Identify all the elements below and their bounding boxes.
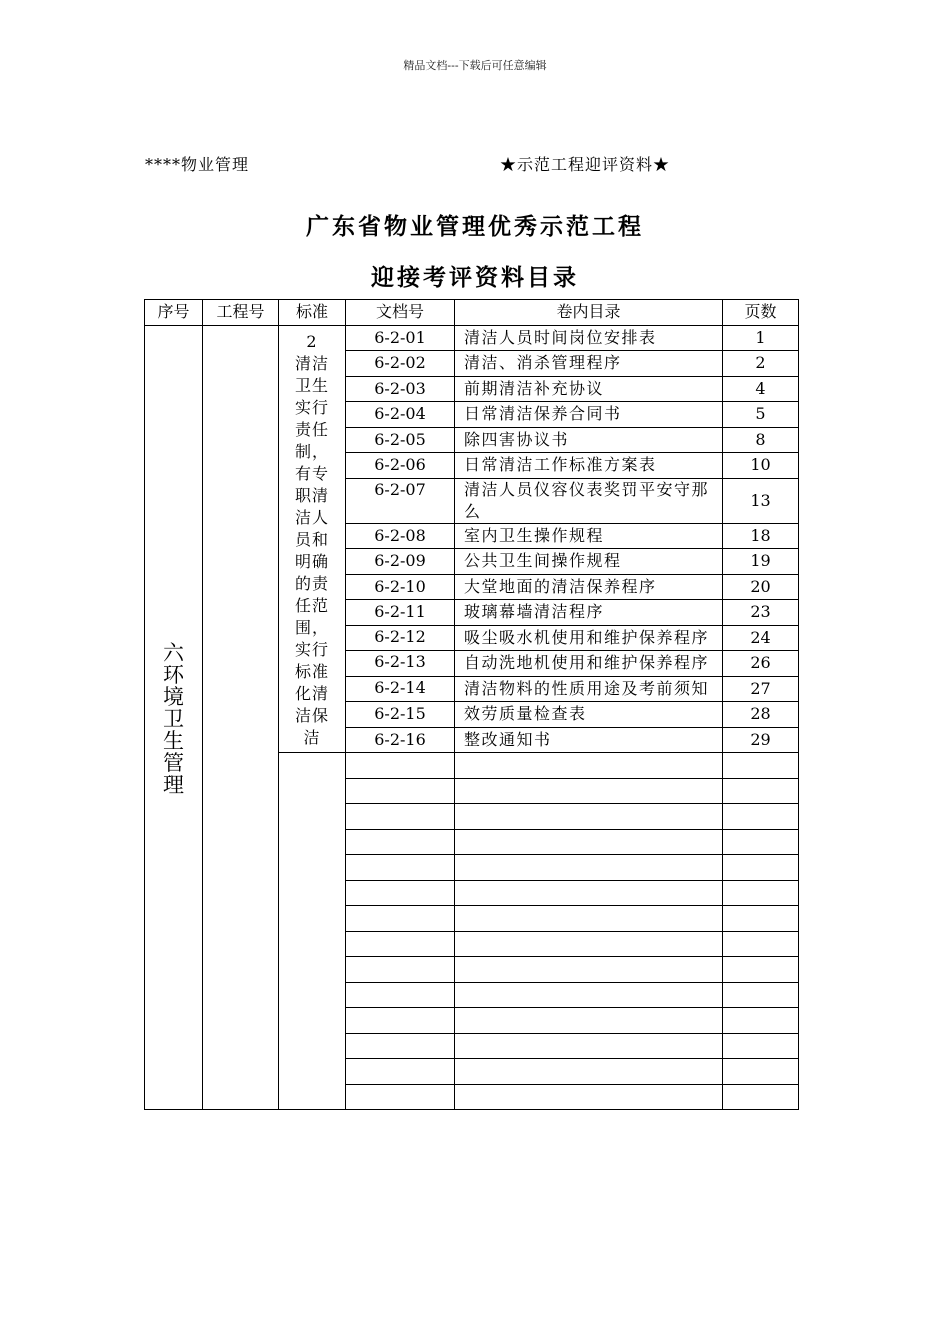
company-name: ****物业管理 <box>145 155 250 174</box>
empty-cell <box>455 855 723 881</box>
empty-cell <box>723 931 799 957</box>
catalog-table <box>144 299 799 1110</box>
col-header-standard: 标准 <box>279 300 346 326</box>
pages-cell: 18 <box>723 523 799 549</box>
empty-cell <box>455 931 723 957</box>
empty-cell <box>723 1084 799 1110</box>
pages-cell: 4 <box>723 376 799 402</box>
contents-cell: 自动洗地机使用和维护保养程序 <box>455 651 723 677</box>
doc-no-cell: 6-2-16 <box>346 727 455 753</box>
doc-no-cell: 6-2-02 <box>346 351 455 377</box>
doc-no-cell: 6-2-11 <box>346 600 455 626</box>
empty-cell <box>455 982 723 1008</box>
pages-cell: 1 <box>723 325 799 351</box>
empty-cell <box>346 1033 455 1059</box>
empty-cell <box>723 957 799 983</box>
doc-no-cell: 6-2-03 <box>346 376 455 402</box>
col-header-index: 序号 <box>145 300 203 326</box>
empty-cell <box>346 753 455 779</box>
empty-cell <box>723 880 799 906</box>
empty-cell <box>346 1084 455 1110</box>
contents-cell: 日常清洁保养合同书 <box>455 402 723 428</box>
pages-cell: 23 <box>723 600 799 626</box>
empty-cell <box>346 778 455 804</box>
contents-cell: 效劳质量检查表 <box>455 702 723 728</box>
empty-cell <box>455 778 723 804</box>
doc-no-cell: 6-2-09 <box>346 549 455 575</box>
empty-cell <box>455 906 723 932</box>
empty-cell <box>723 829 799 855</box>
doc-no-cell: 6-2-13 <box>346 651 455 677</box>
col-header-pages: 页数 <box>723 300 799 326</box>
watermark-text: 精品文档---下载后可任意编辑 <box>403 59 547 72</box>
pages-cell: 20 <box>723 574 799 600</box>
pages-cell: 8 <box>723 427 799 453</box>
contents-cell: 整改通知书 <box>455 727 723 753</box>
empty-cell <box>346 855 455 881</box>
empty-cell <box>455 1059 723 1085</box>
contents-cell: 清洁、消杀管理程序 <box>455 351 723 377</box>
doc-no-cell: 6-2-10 <box>346 574 455 600</box>
pages-cell: 5 <box>723 402 799 428</box>
empty-cell <box>346 982 455 1008</box>
col-header-doc-no: 文档号 <box>346 300 455 326</box>
empty-cell <box>723 906 799 932</box>
empty-cell <box>455 880 723 906</box>
doc-no-cell: 6-2-05 <box>346 427 455 453</box>
doc-no-cell: 6-2-12 <box>346 625 455 651</box>
pages-cell: 28 <box>723 702 799 728</box>
contents-cell: 室内卫生操作规程 <box>455 523 723 549</box>
contents-cell: 大堂地面的清洁保养程序 <box>455 574 723 600</box>
standard-text: 2 清洁 卫生 实行 责任 制， 有专 职清 洁人 员和 明确 的责 任范 围， 实行 标准 化清 洁保 洁 <box>294 331 329 747</box>
page-title: 广东省物业管理优秀示范工程 <box>306 213 644 240</box>
empty-cell <box>455 804 723 830</box>
contents-cell: 吸尘吸水机使用和维护保养程序 <box>455 625 723 651</box>
pages-cell: 10 <box>723 453 799 479</box>
contents-cell: 日常清洁工作标准方案表 <box>455 453 723 479</box>
section-label <box>145 325 203 1110</box>
empty-cell <box>723 1059 799 1085</box>
doc-no-cell: 6-2-06 <box>346 453 455 479</box>
section-label-text: 六 环 境 卫 生 管 理 <box>163 641 184 798</box>
col-header-contents: 卷内目录 <box>455 300 723 326</box>
empty-cell <box>455 1008 723 1034</box>
empty-cell <box>346 880 455 906</box>
contents-cell: 清洁人员仪容仪表奖罚平安守那么 <box>455 478 723 523</box>
doc-no-cell: 6-2-14 <box>346 676 455 702</box>
table-row <box>145 325 799 351</box>
standard-cell <box>279 325 346 753</box>
doc-no-cell: 6-2-01 <box>346 325 455 351</box>
doc-no-cell: 6-2-04 <box>346 402 455 428</box>
empty-cell <box>455 753 723 779</box>
pages-cell: 19 <box>723 549 799 575</box>
col-header-project-no: 工程号 <box>203 300 279 326</box>
empty-cell <box>346 1008 455 1034</box>
pages-cell: 27 <box>723 676 799 702</box>
contents-cell: 公共卫生间操作规程 <box>455 549 723 575</box>
pages-cell: 29 <box>723 727 799 753</box>
empty-cell <box>346 931 455 957</box>
empty-cell <box>346 1059 455 1085</box>
document-category: ★示范工程迎评资料★ <box>500 155 671 174</box>
pages-cell: 24 <box>723 625 799 651</box>
empty-cell <box>455 829 723 855</box>
empty-cell <box>723 1033 799 1059</box>
pages-cell: 2 <box>723 351 799 377</box>
empty-cell <box>723 778 799 804</box>
empty-cell <box>723 1008 799 1034</box>
empty-cell <box>346 829 455 855</box>
empty-cell <box>346 957 455 983</box>
project-no-cell <box>203 325 279 1110</box>
pages-cell: 26 <box>723 651 799 677</box>
contents-cell: 清洁物料的性质用途及考前须知 <box>455 676 723 702</box>
empty-cell <box>346 906 455 932</box>
standard-cell-empty <box>279 753 346 1110</box>
page-subtitle: 迎接考评资料目录 <box>371 264 579 291</box>
doc-no-cell: 6-2-07 <box>346 478 455 523</box>
contents-cell: 玻璃幕墙清洁程序 <box>455 600 723 626</box>
doc-no-cell: 6-2-15 <box>346 702 455 728</box>
empty-cell <box>455 1033 723 1059</box>
empty-cell <box>346 804 455 830</box>
empty-cell <box>723 982 799 1008</box>
empty-cell <box>723 804 799 830</box>
pages-cell: 13 <box>723 478 799 523</box>
empty-cell <box>455 1084 723 1110</box>
empty-cell <box>723 855 799 881</box>
contents-cell: 清洁人员时间岗位安排表 <box>455 325 723 351</box>
empty-cell <box>455 957 723 983</box>
empty-cell <box>723 753 799 779</box>
contents-cell: 除四害协议书 <box>455 427 723 453</box>
table-header-row <box>145 300 799 326</box>
contents-cell: 前期清洁补充协议 <box>455 376 723 402</box>
doc-no-cell: 6-2-08 <box>346 523 455 549</box>
